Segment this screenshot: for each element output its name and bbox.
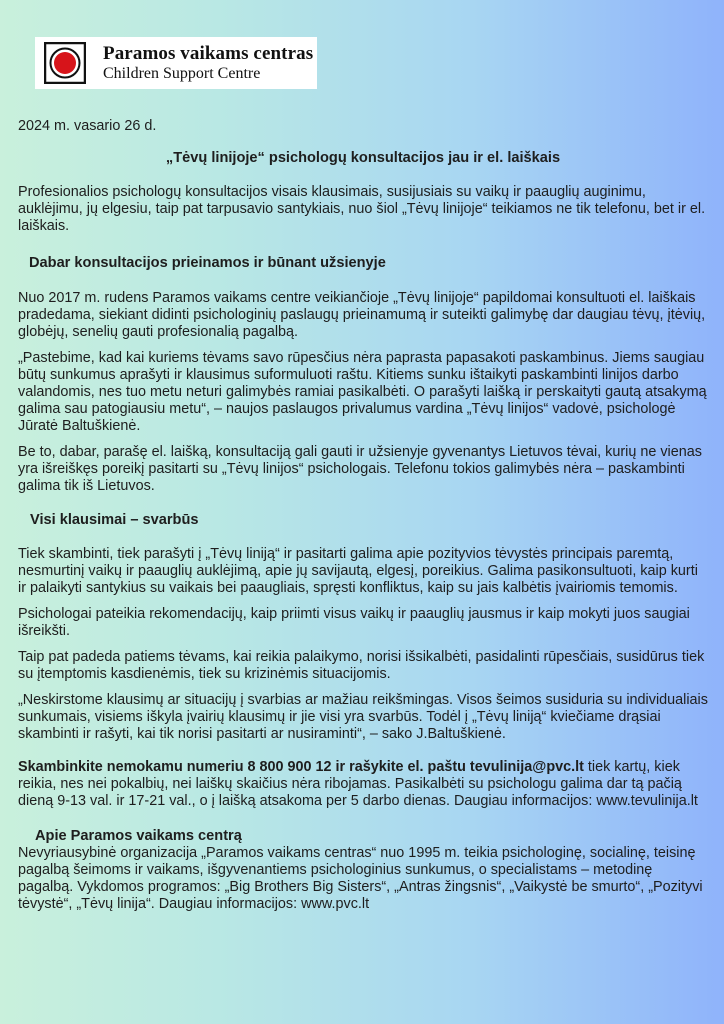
logo-name-en: Children Support Centre — [103, 65, 261, 82]
section-heading-questions: Visi klausimai – svarbūs — [30, 512, 199, 528]
paragraph: Be to, dabar, parašę el. laišką, konsultaciją gali gauti ir užsienyje gyvenantys Lietuvos tėvai, kurių ne vienas yra išreiškęs poreikį pasitarti su „Tėvų linijos“ psichologais. Telefonu tokios galimybės nėra – paskambinti galima tik iš Lietuvos. — [18, 444, 702, 494]
logo-name-lt: Paramos vaikams centras — [103, 43, 314, 64]
paragraph: Psichologai pateikia rekomendacijų, kaip priimti visus vaikų ir paauglių jausmus ir kaip mokyti juos saugiai išreikšti. — [18, 606, 690, 639]
intro-paragraph: Profesionalios psichologų konsultacijos visais klausimais, susijusiais su vaikų ir paauglių auginimu, auklėjimu, jų elgesiu, taip pat tarpusavio santykiais, nuo šiol „Tėvų linijoje“ teikiamos ne tik telefonu, bet ir el. laiškais. — [18, 184, 706, 234]
article-date: 2024 m. vasario 26 d. — [18, 118, 157, 134]
section-heading-abroad: Dabar konsultacijos prieinamos ir būnant užsienyje — [29, 255, 386, 271]
article-title: „Tėvų linijoje“ psichologų konsultacijos jau ir el. laiškais — [165, 150, 561, 166]
paragraph: Nuo 2017 m. rudens Paramos vaikams centre veikiančioje „Tėvų linijoje“ papildomai konsultuoti el. laiškais pradedama, siekiant didinti psichologinių paslaugų prieinamumą ir suteikti galimybę dar daugiau tėvų, įtėvių, globėjų, senelių gauti profesionalią pagalbą. — [18, 290, 706, 340]
contact-callout-bold: Skambinkite nemokamu numeriu 8 800 900 12 ir rašykite el. paštu tevulinija@pvc.lt — [18, 759, 584, 775]
about-paragraph: Nevyriausybinė organizacija „Paramos vaikams centras“ nuo 1995 m. teikia psichologinę, socialinę, teisinę pagalbą šeimoms ir vaikams, išgyvenantiems psichologinius sunkumus, o specialistams – metodinę pagalbą. Vykdomos programos: „Big Brothers Big Sisters“, „Antras žingsnis“, „Vaikystė be smurto“, „Pozityvi tėvystė“, „Tėvų linija“. Daugiau informacijos: www.pvc.lt — [18, 845, 703, 912]
paragraph: Taip pat padeda patiems tėvams, kai reikia palaikymo, norisi išsikalbėti, pasidalinti rūpesčiais, susidūrus tiek su įtemptomis kasdienėmis, tiek su krizinėmis situacijomis. — [18, 649, 705, 682]
logo-text — [103, 43, 313, 83]
paragraph: „Pastebime, kad kai kuriems tėvams savo rūpesčius nėra paprasta papasakoti paskambinus. Jiems saugiau būtų sunkumus aprašyti ir klausimus suformuluoti raštu. Kitiems sunku ištaikyti paskambinti linijos darbo valandomis, nes tuo metu neturi galimybės ramiai pasikalbėti. O parašyti laišką ir perskaityti gautą atsakymą galima sau patogiausiu metu“, – naujos paslaugos privalumus vardina „Tėvų linijos“ vadovė, psichologė Jūratė Baltuškienė. — [18, 350, 707, 434]
contact-callout-text: tiek kartų, kiek reikia, nes nei pokalbių, nei laiškų skaičius nėra ribojamas. Pasikalbėti su psichologu galima dar tą pačią dieną 9-13 val. ir 17-21 val., o į laišką atsakoma per 5 darbo dienas. Daugiau informacijos: www.tevulinija.lt — [18, 759, 698, 809]
article — [18, 118, 708, 922]
contact-callout — [18, 759, 708, 810]
paragraph: „Neskirstome klausimų ar situacijų į svarbias ar mažiau reikšmingas. Visos šeimos susiduria su individualiais sunkumais, visiems iškyla įvairių klausimų ir jie visi yra svarbūs. Todėl į „Tėvų liniją“ kviečiame drąsiai skambinti ir rašyti, kai tik norisi pasitarti ar nusiraminti“, – sako J.Baltuškienė. — [18, 692, 708, 742]
organization-logo — [35, 37, 317, 89]
paragraph: Tiek skambinti, tiek parašyti į „Tėvų liniją“ ir pasitarti galima apie pozityvios tėvystės principais paremtą, nesmurtinį vaikų ir paauglių auklėjimą, apie jų savijautą, elgesį, poreikius. Galima pasikonsultuoti, kaip kurti ir palaikyti santykius su vaikais bei paaugliais, spręsti konfliktus, kaip su jais kalbėtis įvairiomis temomis. — [18, 546, 698, 596]
logo-mark-icon — [44, 42, 86, 84]
about-heading: Apie Paramos vaikams centrą — [35, 828, 242, 844]
